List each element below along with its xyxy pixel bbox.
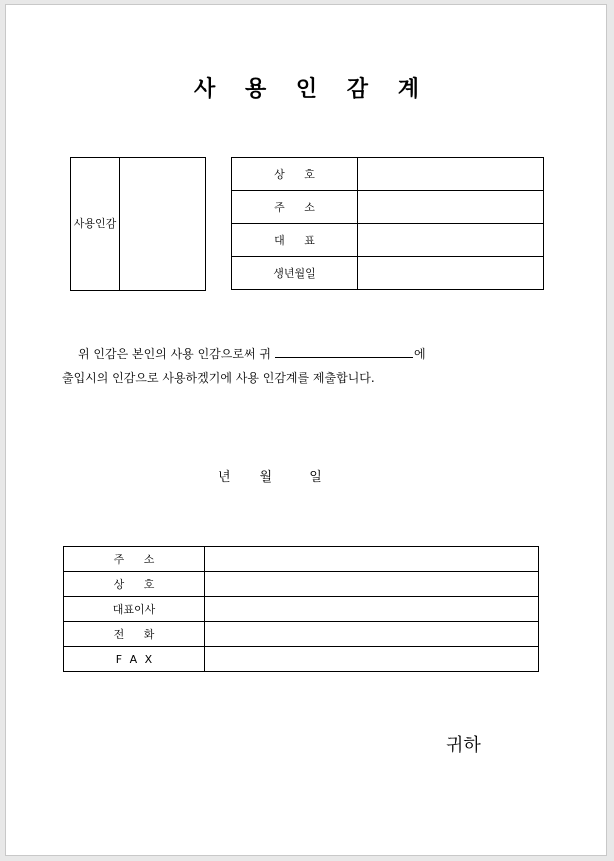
date-line	[218, 466, 322, 485]
recipient-blank-line[interactable]	[275, 346, 413, 358]
company-table	[63, 546, 539, 672]
company-label: 전 화	[64, 622, 205, 647]
document-title: 사 용 인 감 계	[194, 77, 430, 102]
info-label: 상 호	[232, 158, 358, 191]
table-row	[232, 224, 544, 257]
company-value[interactable]	[205, 597, 539, 622]
recipient-label: 귀하	[446, 735, 481, 756]
table-row	[64, 647, 539, 672]
info-value[interactable]	[358, 257, 544, 290]
info-label: 대 표	[232, 224, 358, 257]
info-value[interactable]	[358, 191, 544, 224]
info-table	[231, 157, 544, 290]
company-value[interactable]	[205, 622, 539, 647]
info-value[interactable]	[358, 224, 544, 257]
seal-stamp-area	[120, 158, 205, 290]
info-value[interactable]	[358, 158, 544, 191]
table-row	[64, 572, 539, 597]
table-row	[64, 547, 539, 572]
info-label: 생년월일	[232, 257, 358, 290]
table-row	[232, 257, 544, 290]
company-label: 주 소	[64, 547, 205, 572]
company-value[interactable]	[205, 647, 539, 672]
date-year: 년	[218, 470, 231, 485]
date-month: 월	[259, 470, 273, 485]
company-label: 상 호	[64, 572, 205, 597]
statement-line-1-after: 에	[413, 347, 426, 361]
statement-text	[62, 342, 502, 390]
table-row	[232, 191, 544, 224]
company-value[interactable]	[205, 547, 539, 572]
company-label: F A X	[64, 647, 205, 672]
seal-label: 사용인감	[71, 158, 120, 290]
date-day: 일	[309, 470, 322, 485]
table-row	[64, 597, 539, 622]
statement-line-2: 출입시의 인감으로 사용하겠기에 사용 인감계를 제출합니다.	[62, 371, 375, 385]
table-row	[232, 158, 544, 191]
company-value[interactable]	[205, 572, 539, 597]
company-label: 대표이사	[64, 597, 205, 622]
statement-line-1-before: 위 인감은 본인의 사용 인감으로써 귀	[78, 347, 271, 361]
table-row	[64, 622, 539, 647]
seal-box	[70, 157, 206, 291]
document-page	[5, 4, 607, 856]
info-label: 주 소	[232, 191, 358, 224]
statement-line-1	[62, 342, 502, 366]
